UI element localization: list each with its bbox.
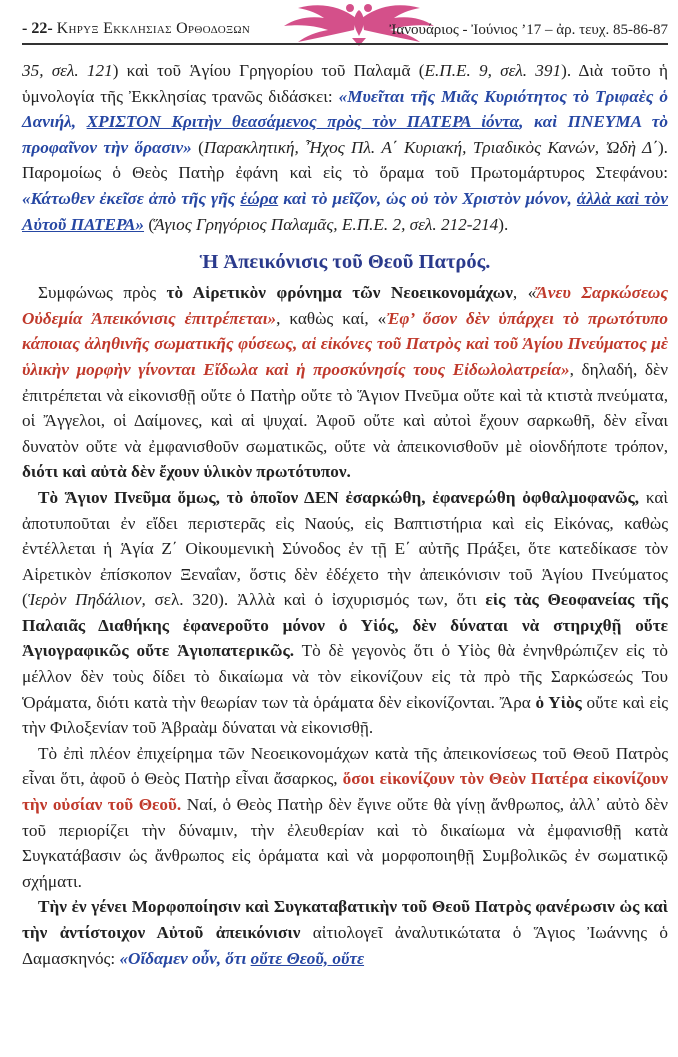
paragraph-5	[22, 894, 668, 971]
text: Συμφώνως πρὸς	[38, 283, 167, 303]
bold-text: τὸ Αἱρετικὸν φρόνημα τῶν Νεοεικονομάχων	[166, 283, 513, 303]
text: , καθὼς καί, «	[276, 308, 387, 328]
header-left	[22, 20, 250, 38]
article-body	[22, 58, 668, 971]
citation: Ἱερὸν Πηδάλιον,	[27, 590, 146, 610]
red-bold-text: ὅσοι εἰκονίζουν τὸν Θεὸν Πατέρα εἰκονίζουν τὴν οὐσίαν τοῦ Θεοῦ.	[22, 769, 669, 815]
publication-title: Κηρυξ Εκκλησιας Ορθοδοξων	[56, 20, 251, 37]
bold-text: διότι καὶ αὐτὰ δὲν ἔχουν ὑλικὸν πρωτότυπον.	[22, 462, 351, 482]
text: Τὸ δὲ γεγονὸς ὅτι ὁ Υἱὸς θὰ ἐνηνθρώπιζεν εἰς τὸ μέλλον δὲν τοὺς δίδει τὸ δικαίωμα νὰ τὸν εἰκονίζουν εἰς τὰ πρὸ τῆς Σαρκώσεώς Του Ὁράματα, διότι κατὰ τὴν θεωρίαν των τὰ ὁράματα δὲν εἰκονίζονται. Ἄρα	[22, 641, 668, 712]
hymn-quote-underlined: ΧΡΙΣΤΟΝ Κριτὴν θεασάμενος πρὸς τὸν ΠΑΤΕΡΑ ἰόντα	[86, 112, 520, 132]
text: καὶ ἀποτυποῦται ἐν εἴδει περιστερᾶς εἰς Ναούς, εἰς Βαπτιστήρια καὶ εἰς Εἰκόνας, καθὼς ἐντέλλεται ἡ Ἁγία Ζ΄ Οἰκουμενικὴ Σύνοδος ἐν τῇ Ε΄ αὐτῆς Πράξει, ὅτε κατεδίκασε τὸν Αἱρετικὸν ἐπίσκοπον Ξεναΐαν, ὅστις δὲν ἐδέχετο τὴν ἀπεικόνισιν τοῦ Ἁγίου Πνεύματος (	[22, 487, 669, 610]
text: Τὸ ἐπὶ πλέον ἐπιχείρημα τῶν Νεοεικονομάχων κατὰ τῆς ἀπεικονίσεως τοῦ Θεοῦ Πατρὸς εἶναι ὅτι, ἀφοῦ ὁ Θεὸς Πατὴρ εἶναι ἄσαρκος,	[22, 743, 668, 789]
red-quote: Ἐφ’ ὅσον δὲν ὑπάρχει τὸ πρωτότυπο κάποιας ἀληθινῆς σωματικῆς φύσεως, αἱ εἰκόνες τοῦ Πατρὸς καὶ τοῦ Ἁγίου Πνεύματος μὲ ὑλικὴν μορφὴν γίνονται Εἴδωλα καὶ ἡ προσκύνησίς τους Εἰδωλολατρεία»	[22, 308, 668, 379]
text: (	[191, 137, 204, 157]
bold-text: Τὸ Ἅγιον Πνεῦμα ὅμως, τὸ ὁποῖον ΔΕΝ ἐσαρκώθη, ἐφανερώθη ὀφθαλμοφανῶς,	[38, 487, 640, 507]
patristic-quote: καὶ τὸ μεῖζον, ὡς οὐ τὸν Χριστὸν μόνον,	[278, 188, 577, 208]
patristic-quote: «Οἴδαμεν οὖν, ὅτι	[119, 948, 251, 968]
hymn-quote: , καὶ ΠΝΕΥΜΑ τὸ προφαῖνον τὴν ὅρασιν»	[22, 112, 669, 157]
text: , δηλαδή, δὲν ἐπιτρέπεται νὰ εἰκονισθῇ οὔτε ὁ Πατὴρ οὔτε τὸ Ἅγιον Πνεῦμα οὔτε καὶ τὰ κτιστὰ πνεύματα, οἱ Ἄγγελοι, οἱ Δαίμονες, καὶ αἱ ψυχαί. Ἀφοῦ οὔτε καὶ αὐτοὶ ἔχουν σαρκωθῆ, δὲν εἶναι δυνατὸν οὔτε νὰ ἐμφανισθοῦν σωματικῶς, οὔτε νὰ ἀπεικονισθοῦν μὲ οἱονδήποτε τρόπον,	[22, 359, 668, 456]
paragraph-1	[22, 58, 668, 237]
text: (	[144, 214, 155, 234]
section-heading: Ἡ Ἀπεικόνισις τοῦ Θεοῦ Πατρός.	[199, 251, 491, 274]
citation: Ε.Π.Ε. 9, σελ. 391	[424, 61, 562, 80]
text: αἰτιολογεῖ ἀναλυτικώτατα ὁ Ἅγιος Ἰωάννης ὁ Δαμασκηνός:	[22, 923, 668, 968]
text: ) καὶ τοῦ Ἁγίου Γρηγορίου τοῦ Παλαμᾶ (	[112, 61, 425, 80]
citation: Παρακλητική, Ἦχος Πλ. Α΄ Κυριακή, Τριαδικὸς Κανών, Ὠδὴ Δ΄	[203, 137, 658, 157]
citation: 35, σελ. 121	[22, 61, 113, 80]
bold-text: Τὴν ἐν γένει Μορφοποίησιν καὶ Συγκαταβατικὴν τοῦ Θεοῦ Πατρὸς φανέρωσιν ὡς καὶ τὴν ἀντίστοιχον Αὐτοῦ ἀπεικόνισιν	[22, 897, 668, 942]
bold-text: ὁ Υἱὸς	[535, 692, 582, 712]
citation: Ἅγιος Γρηγόριος Παλαμᾶς, Ε.Π.Ε. 2, σελ. 212-214	[154, 214, 499, 234]
paragraph-4	[22, 741, 668, 895]
text: , «	[512, 283, 537, 303]
header-rule	[22, 43, 668, 45]
page-number: - 22-	[22, 20, 53, 37]
issue-info: Ἰανουάριος - Ἰούνιος ’17 – ἀρ. τευχ. 85-86-87	[389, 22, 668, 38]
text: ). Παρομοίως ὁ Θεὸς Πατὴρ ἐφάνη καὶ εἰς τὸ ὅραμα τοῦ Πρωτομάρτυρος Στεφάνου:	[22, 137, 668, 183]
hymn-quote: «Μυεῖται τῆς Μιᾶς Κυριότητος τὸ Τριφαὲς ὁ Δανιήλ,	[22, 86, 668, 132]
paragraph-3	[22, 485, 668, 741]
patristic-quote-underlined: ἑώρα	[240, 188, 279, 208]
patristic-quote-underlined: οὔτε Θεοῦ, οὔτε	[250, 948, 365, 968]
paragraph-2	[22, 280, 668, 485]
text: Ναί, ὁ Θεὸς Πατὴρ δὲν ἔγινε οὔτε θὰ γίνῃ ἄνθρωπος, ἀλλ᾽ αὐτὸ δὲν τοῦ περιορίζει τὴν δύναμιν, τὴν ἐλευθερίαν καὶ τὸ δικαίωμα νὰ ἐμφανισθῇ κατὰ Συγκατάβασιν ὡς ἄνθρωπος εἰς ὁράματα καὶ νὰ μορφοποιηθῇ Συμβολικῶς ἐν σωματικῷ σχήματι.	[22, 795, 668, 891]
patristic-quote: «Κάτωθεν ἐκεῖσε ἀπὸ τῆς γῆς	[22, 188, 241, 208]
text: ). Διὰ τοῦτο ἡ ὑμνολογία τῆς Ἐκκλησίας τρανῶς διδάσκει:	[22, 61, 668, 106]
text: σελ. 320). Ἀλλὰ καὶ ὁ ἰσχυρισμός των, ὅτι	[145, 590, 486, 610]
red-quote: Ἄνευ Σαρκώσεως Οὐδεμία Ἀπεικόνισις ἐπιτρέπεται»	[22, 283, 668, 328]
text: οὔτε καὶ εἰς τὴν Φιλοξενίαν τοῦ Ἀβραὰμ δύναται νὰ εἰκονισθῇ.	[22, 692, 669, 738]
patristic-quote-underlined: ἀλλὰ καὶ τὸν Αὐτοῦ ΠΑΤΕΡΑ»	[22, 188, 669, 234]
bold-text: εἰς τὰς Θεοφανείας τῆς Παλαιᾶς Διαθήκης ἐφανεροῦτο μόνον ὁ Υἱός, δὲν δύναται νὰ στηριχθῇ οὔτε Ἁγιογραφικῶς οὔτε Ἁγιοπατερικῶς.	[22, 590, 668, 661]
text: ).	[498, 214, 509, 234]
page-header	[22, 0, 668, 58]
